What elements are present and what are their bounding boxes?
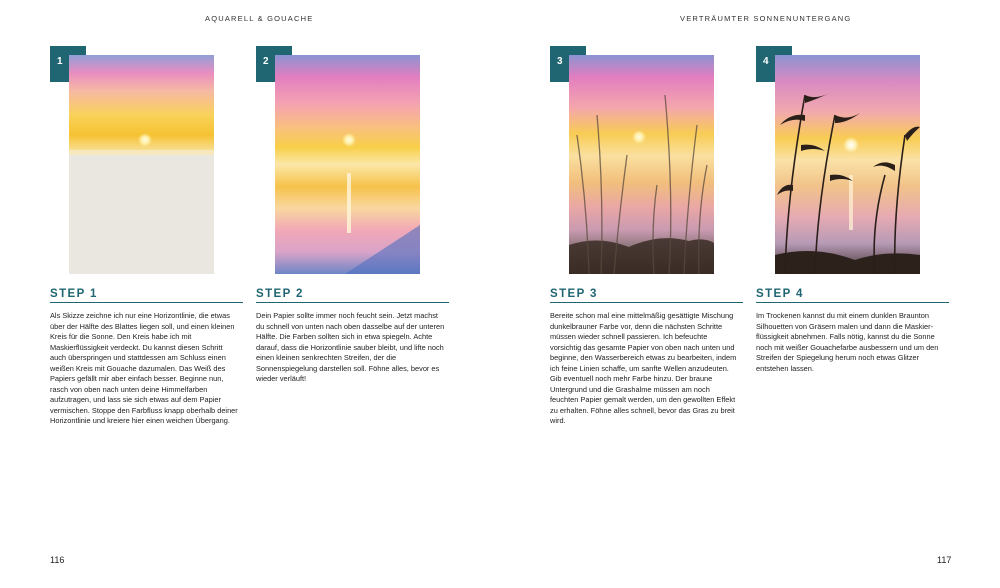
- title-rule: [50, 302, 243, 303]
- page-number-right: 117: [937, 555, 952, 565]
- step-text: Als Skizze zeichne ich nur eine Horizontlinie, die etwas über der Hälfte des Blattes liegen soll, und einen kleinen Kreis für die Sonne. Den Kreis habe ich mit Maskierflüssigkeit verdeckt. Du kannst diesen Schritt auch überspringen und stattdessen am Schluss einen weißen Kreis mit Gouache dazumalen. Das Weiß des Papiers gefällt mir aber einfach besser. Beginne nun, rasch von oben nach unten deine Himmelfarben aufzutragen, und lass sie sich etwas auf dem Papier vermischen. Stoppe den Farbfluss knapp oberhalb deiner Horizontlinie und kreiere hier einen weichen Übergang.: [50, 311, 238, 425]
- step-number-badge: 3: [550, 46, 586, 82]
- step-title: STEP 1: [50, 288, 98, 300]
- step-number-badge: 4: [756, 46, 792, 82]
- running-header-left: AQUARELL & GOUACHE: [205, 14, 314, 23]
- step-text: Dein Papier sollte immer noch feucht sein. Jetzt machst du schnell von unten nach oben dasselbe auf der unteren Hälfte. Die Farben sollten sich in etwa spiegeln. Achte darauf, dass die Horizontlinie sauber bleibt, und lifte noch einen kleinen senkrechten Streifen, der die Sonnenspiegelung darstellen soll. Föhne alles, bevor es wieder verläuft!: [256, 311, 445, 383]
- right-page: [500, 0, 1000, 588]
- page-number-left: 116: [50, 555, 65, 565]
- step-text: Bereite schon mal eine mittelmäßig gesättigte Mischung dunkelbrauner Farbe vor, denn die nächsten Schritte müssen wieder schnell passieren. Ich befeuchte vorsichtig das gesamte Papier von oben nach unten und beginne, den Wasserbereich etwas zu bearbeiten, indem ich feine Linien schaffe, um sanfte Wellen anzudeuten. Gib eventuell noch mehr Farbe hinzu. Der braune Untergrund und die Grashalme müssen am noch feuchten Papier gemalt werden, um den gewollten Effekt zu erhalten. Föhne alles schnell, bevor das Gras zu breit wird.: [550, 311, 737, 425]
- title-rule: [756, 302, 949, 303]
- step-4-painting: [775, 55, 920, 274]
- step-3-painting: [569, 55, 714, 274]
- title-rule: [256, 302, 449, 303]
- step-1-painting: [69, 55, 214, 274]
- step-title: STEP 4: [756, 288, 804, 300]
- running-header-right: VERTRÄUMTER SONNENUNTERGANG: [680, 14, 852, 23]
- step-2-painting: [275, 55, 420, 274]
- step-text: Im Trockenen kannst du mit einem dunklen Braunton Silhouetten von Gräsern malen und dann die Maskierflüssigkeit abnehmen. Falls nötig, kannst du die Sonne noch mit weißer Gouachefarbe ausbessern und um den Streifen der Spiegelung herum noch etwas Glitzer entstehen lassen.: [756, 311, 939, 373]
- step-number-badge: 2: [256, 46, 292, 82]
- step-number-badge: 1: [50, 46, 86, 82]
- title-rule: [550, 302, 743, 303]
- step-title: STEP 2: [256, 288, 304, 300]
- step-title: STEP 3: [550, 288, 598, 300]
